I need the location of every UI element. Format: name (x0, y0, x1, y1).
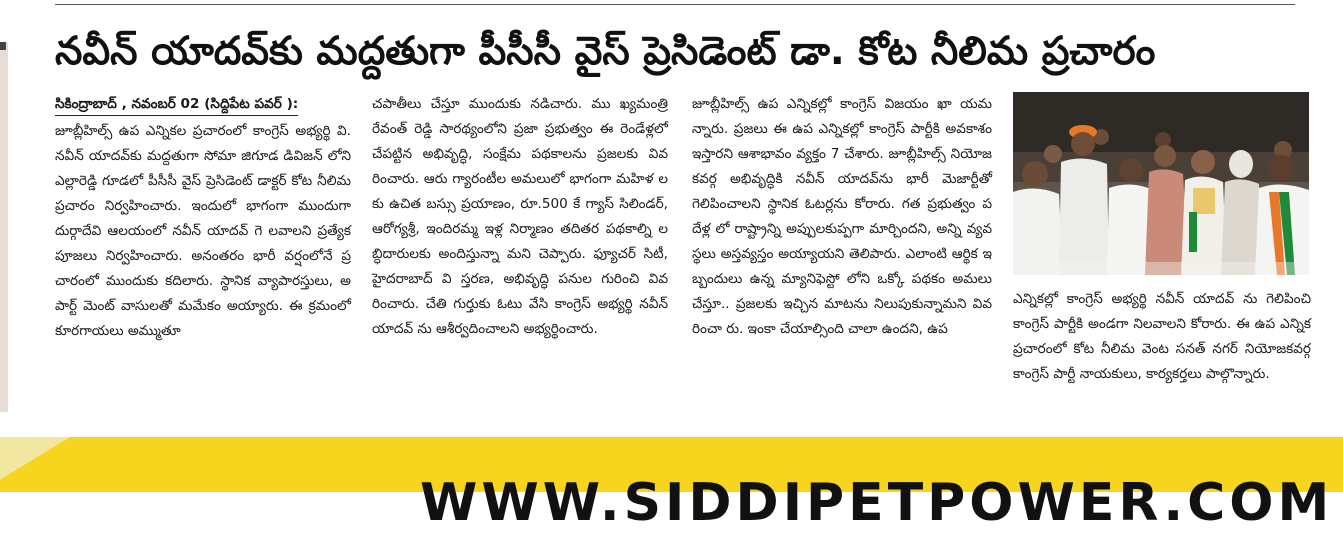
column-1-text: జూబ్లీహిల్స్ ఉప ఎన్నికల ప్రచారంలో కాంగ్రెస్ అభ్యర్థి వి. నవీన్ యాదవ్‌కు మద్దతుగా సోమా జిగూడ డివిజన్ లోని ఎల్లారెడ్డి గూడలో పీసీసీ వైస్ ప్రెసిడెంట్ డాక్టర్ కోట నీలిమ ప్రచారం నిర్వహించారు. ఇందులో భాగంగా ముందుగా దుర్గాదేవి ఆలయంలో నవీన్ యాదవ్ గె లవాలని ప్రత్యేక పూజలు నిర్వహించారు. అనంతరం భారీ వర్షంలోనే ప్రచారంలో ముందుకు కదిలారు. స్థానిక వ్యాపారస్తులు, అపార్ట్ మెంట్ వాసులతో మమేకం అయ్యారు. ఈ క్రమంలో కూరగాయలు అమ్ముతూ (55, 123, 351, 339)
article-column-3: జూబ్లీహిల్స్ ఉప ఎన్నికల్లో కాంగ్రెస్ విజయం ఖా యమన్నారు. ప్రజలు ఈ ఉప ఎన్నికల్లో కాంగ్రెస్ పార్టీకి అవకాశం ఇస్తారని ఆశాభావం వ్యక్తం 7 చేశారు. జూబ్లీహిల్స్ నియోజకవర్గ అభివృద్ధికి నవీన్ యాదవ్‌ను భారీ మెజార్టీతో గెలిపించాలని స్థానిక ఓటర్లను కోరారు. గత ప్రభుత్వం పదేళ్ల లో రాష్ట్రాన్ని అప్పులకుప్పగా మార్చిందని, అన్ని వ్యవస్థలు అస్తవ్యస్తం అయ్యాయని తెలిపారు. ఎలాంటి ఆర్థిక ఇబ్బందులు ఉన్న మ్యానిఫెస్టో లోని ఒక్కో పథకం అమలు చేస్తూ.. ప్రజలకు ఇచ్చిన మాటను నిలుపుకున్నామని వివరించా రు. ఇంకా చేయాల్సింది చాలా ఉందని, ఉప (692, 96, 992, 337)
article-column-2: చపాతీలు చేస్తూ ముందుకు నడిచారు. ము ఖ్యమంత్రి రేవంత్ రెడ్డి సారథ్యంలోని ప్రజా ప్రభుత్వం ఈ రెండేళ్లలో చేపట్టిన అభివృద్ధి, సంక్షేమ పథకాలను ప్రజలకు వివరించారు. ఆరు గ్యారంటీల అమలులో భాగంగా మహిళ లకు ఉచిత బస్సు ప్రయాణం, రూ.500 కే గ్యాస్ సిలిండర్, ఆరోగ్యశ్రీ, ఇందిరమ్మ ఇళ్ల నిర్మాణం తదితర పథకాల్ని లబ్ధిదారులకు అందిస్తున్నా మని చెప్పారు. ఫ్యూచర్ సిటీ, హైదరాబాద్ వి స్తరణ, అభివృద్ధి పనుల గురించి వివరించారు. చేతి గుర్తుకు ఓటు వేసి కాంగ్రెస్ అభ్యర్థి నవీన్ యాదవ్ ను ఆశీర్వదించాలని అభ్యర్థించారు. (372, 96, 668, 337)
article-column-1 (55, 92, 351, 344)
campaign-photo (1013, 92, 1309, 275)
campaign-photo-illustration (1013, 92, 1309, 275)
banner-url: WWW.SIDDIPETPOWER.COM (420, 473, 1334, 533)
banner-wedge (0, 437, 70, 492)
article-column-4: ఎన్నికల్లో కాంగ్రెస్ అభ్యర్థి నవీన్ యాదవ్ ను గెలిపించి కాంగ్రెస్ పార్టీకి అండగా నిలవాలని కోరారు. ఈ ఉప ఎన్నిక ప్రచారంలో కోట నీలిమ వెంట సనత్ నగర్ నియోజకవర్గ కాంగ్రెస్ పార్టీ నాయకులు, కార్యకర్తలు పాల్గొన్నారు. (1013, 291, 1311, 382)
top-rule (55, 4, 1295, 5)
website-banner (0, 437, 1343, 533)
adjacent-article-fragment (0, 42, 8, 412)
article-headline: నవీన్ యాదవ్‌కు మద్దతుగా పీసీసీ వైస్ ప్రెసిడెంట్ డా. కోట నీలిమ ప్రచారం (55, 29, 1156, 74)
fragment-mark (0, 42, 6, 50)
dateline: సికింద్రాబాద్ , నవంబర్ 02 (సిద్దిపేట పవర్ ): (55, 93, 298, 116)
